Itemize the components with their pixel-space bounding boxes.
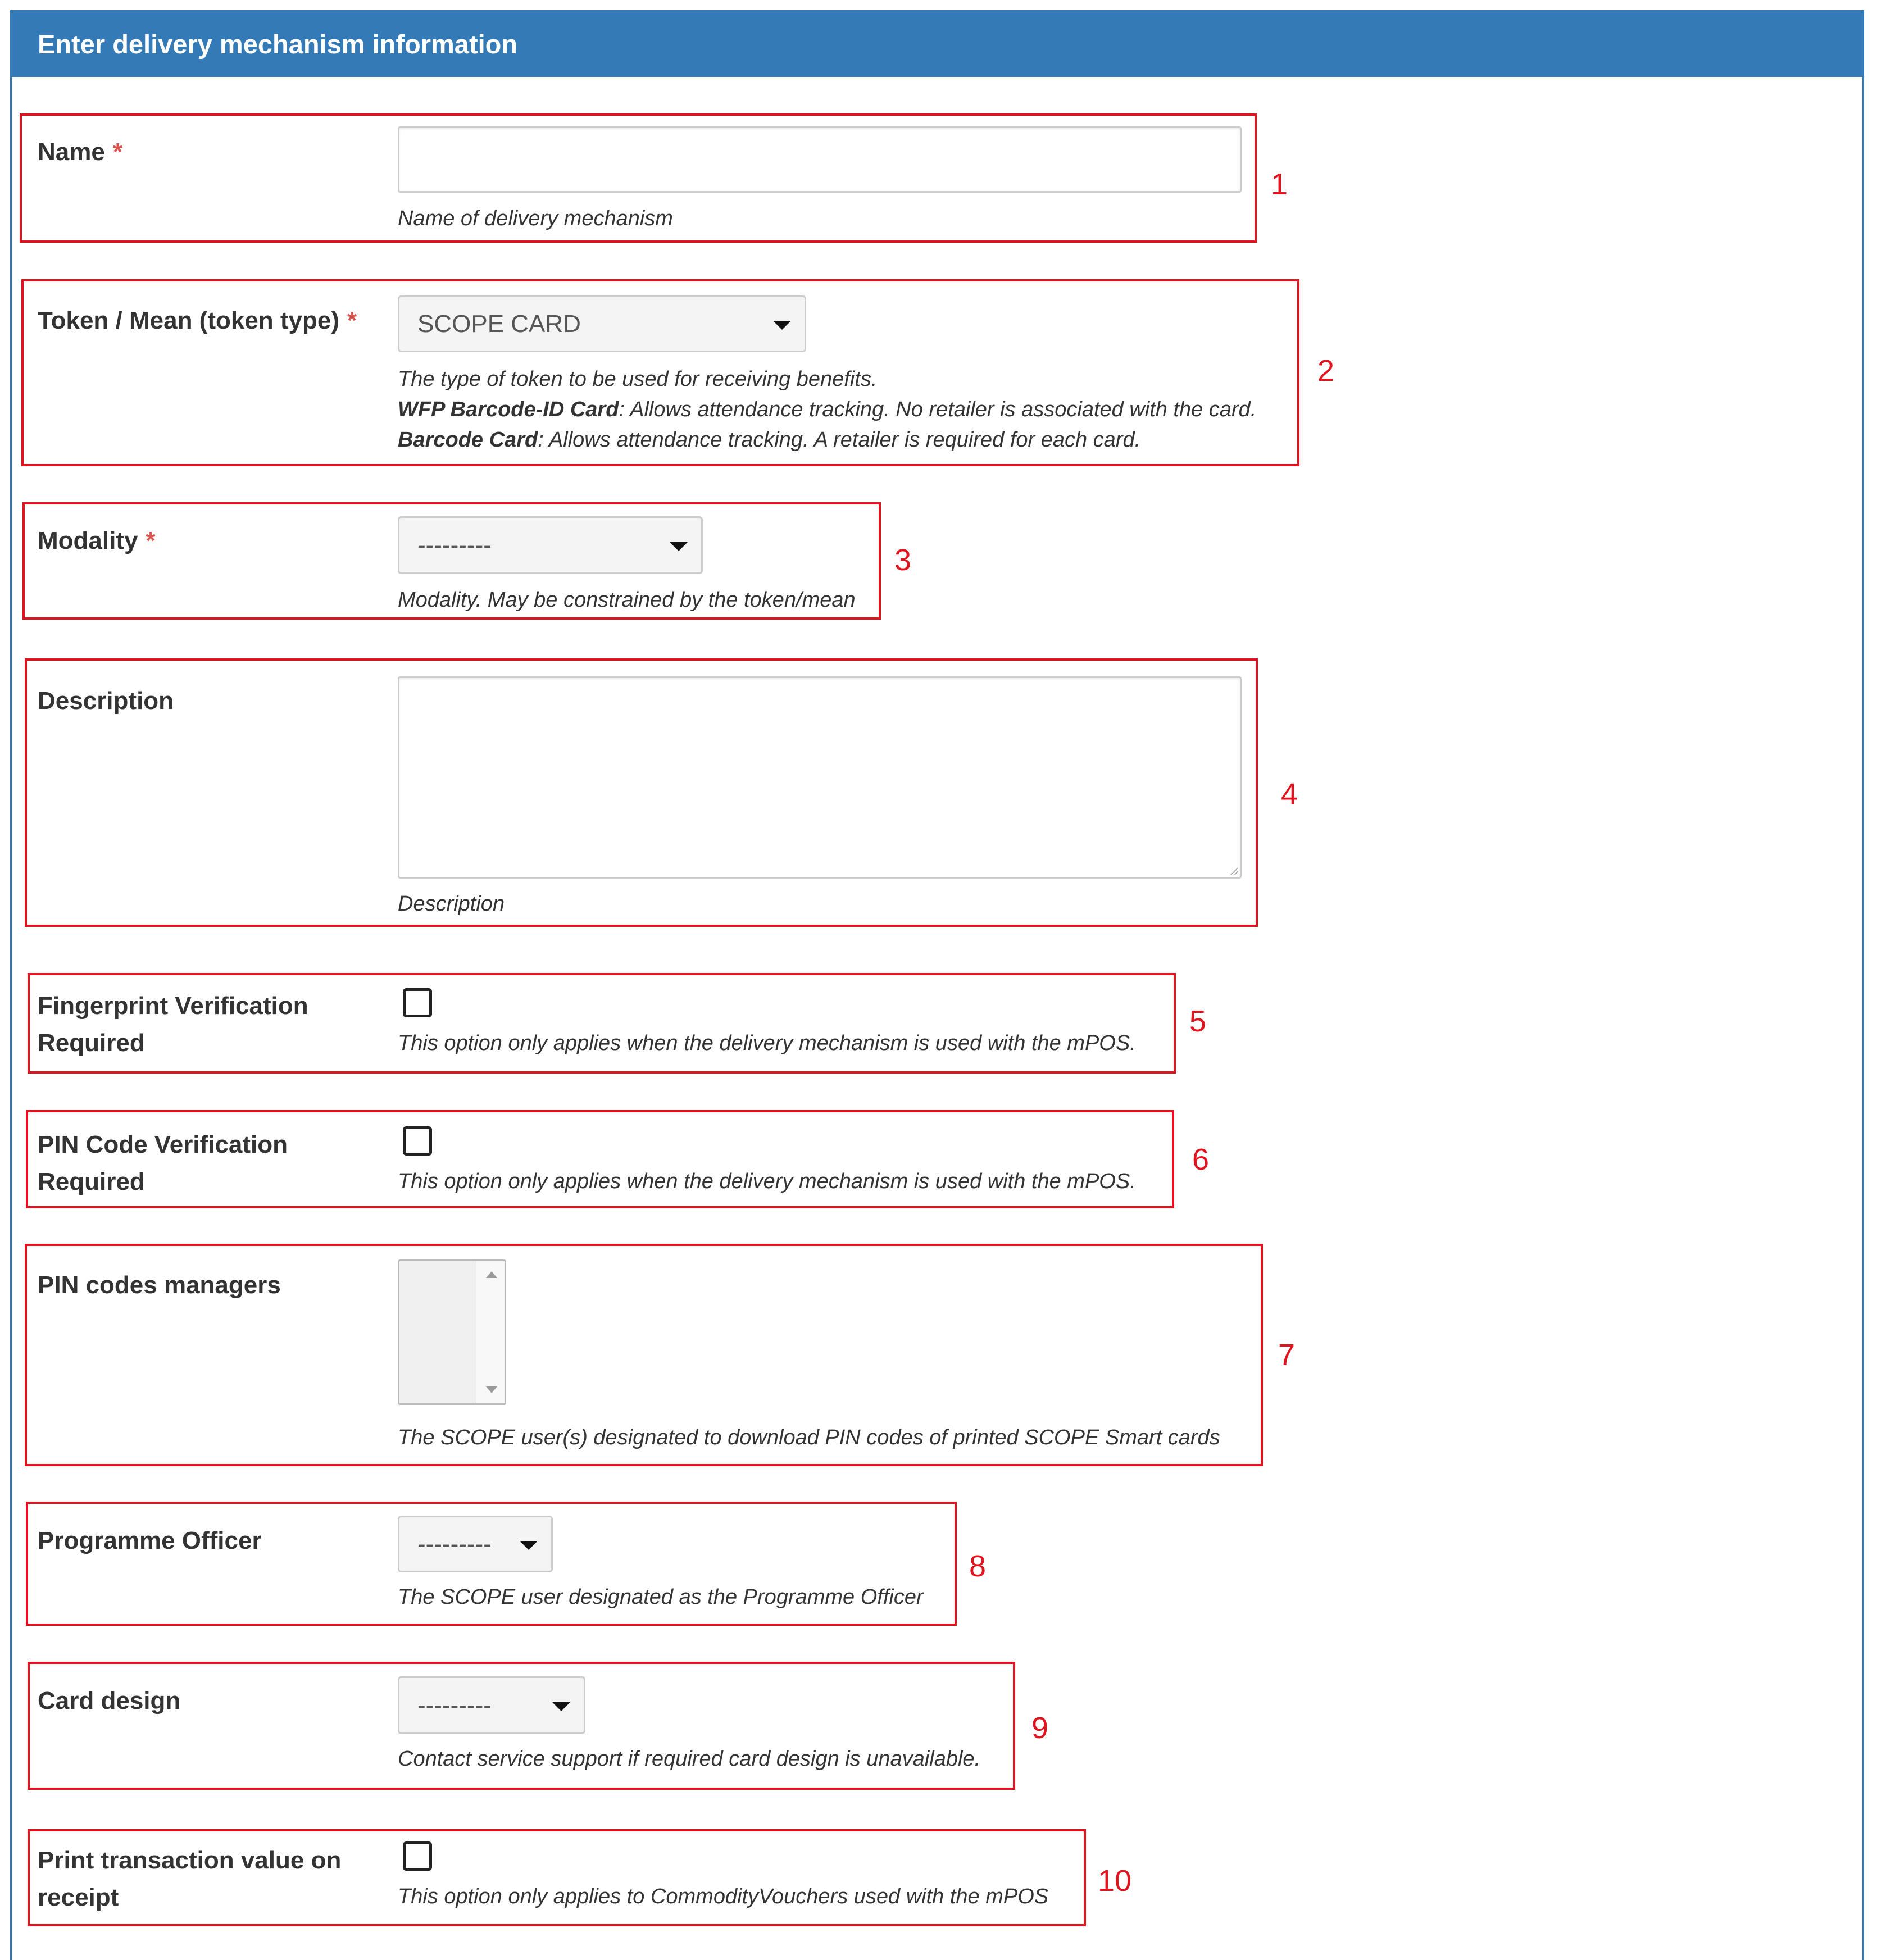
token-help-line1: The type of token to be used for receiving benefits. — [398, 367, 878, 391]
fingerprint-label — [38, 988, 308, 1062]
programme-officer-help: The SCOPE user designated as the Programme Officer — [398, 1585, 924, 1609]
callout-number-5: 5 — [1189, 1004, 1207, 1038]
card-design-selected: --------- — [417, 1691, 492, 1719]
modality-selected: --------- — [417, 531, 492, 559]
caret-down-icon — [520, 1541, 538, 1550]
required-mark: * — [146, 527, 156, 554]
modality-label-text: Modality — [38, 527, 138, 554]
fingerprint-label-line1: Fingerprint Verification — [38, 992, 308, 1020]
callout-number-10: 10 — [1098, 1864, 1132, 1898]
callout-number-9: 9 — [1031, 1711, 1049, 1745]
token-help-line2-bold: WFP Barcode-ID Card — [398, 398, 619, 421]
description-label: Description — [38, 687, 174, 715]
callout-number-7: 7 — [1278, 1338, 1296, 1372]
print-value-help: This option only applies to CommodityVouchers used with the mPOS — [398, 1885, 1049, 1908]
callout-number-8: 8 — [969, 1549, 987, 1583]
print-value-label — [38, 1842, 341, 1916]
scroll-down-arrow-icon[interactable] — [486, 1386, 497, 1393]
token-help-line3-rest: : Allows attendance tracking. A retailer is required for each card. — [538, 428, 1141, 452]
token-help-line2-rest: : Allows attendance tracking. No retailer is associated with the card. — [619, 398, 1257, 421]
name-input[interactable] — [398, 126, 1242, 193]
token-type-selected: SCOPE CARD — [417, 310, 581, 338]
fingerprint-checkbox[interactable] — [403, 988, 432, 1017]
pin-code-label — [38, 1126, 288, 1200]
print-value-checkbox[interactable] — [403, 1841, 432, 1871]
listbox-scrollbar[interactable] — [476, 1261, 505, 1403]
card-design-label: Card design — [38, 1687, 181, 1715]
modality-select[interactable] — [398, 516, 703, 574]
card-design-select[interactable] — [398, 1676, 585, 1734]
callout-number-4: 4 — [1281, 777, 1298, 811]
print-value-label-line1: Print transaction value on — [38, 1847, 342, 1874]
pin-code-label-line1: PIN Code Verification — [38, 1131, 288, 1158]
programme-officer-select[interactable] — [398, 1516, 553, 1572]
caret-down-icon — [773, 321, 791, 330]
name-label — [38, 134, 122, 171]
token-label-text: Token / Mean (token type) — [38, 307, 340, 334]
token-help-line2 — [398, 394, 1256, 425]
required-mark: * — [347, 307, 357, 334]
caret-down-icon — [552, 1702, 570, 1711]
pin-code-help: This option only applies when the delivery mechanism is used with the mPOS. — [398, 1170, 1136, 1193]
callout-number-2: 2 — [1317, 354, 1335, 388]
token-label — [38, 302, 357, 339]
callout-number-1: 1 — [1271, 167, 1288, 201]
card-design-help: Contact service support if required card design is unavailable. — [398, 1747, 981, 1771]
programme-officer-selected: --------- — [417, 1530, 492, 1558]
pin-managers-label: PIN codes managers — [38, 1271, 281, 1299]
print-value-label-line2: receipt — [38, 1884, 119, 1911]
name-help: Name of delivery mechanism — [398, 207, 673, 230]
token-help-line3 — [398, 425, 1140, 455]
fingerprint-label-line2: Required — [38, 1029, 145, 1057]
programme-officer-label: Programme Officer — [38, 1527, 262, 1554]
resize-handle-icon[interactable] — [1230, 867, 1238, 875]
token-help-line3-bold: Barcode Card — [398, 428, 538, 452]
pin-managers-listbox[interactable] — [398, 1259, 506, 1405]
callout-number-3: 3 — [894, 543, 912, 577]
required-mark: * — [112, 138, 122, 166]
pin-code-label-line2: Required — [38, 1168, 145, 1195]
scroll-up-arrow-icon[interactable] — [486, 1271, 497, 1278]
pin-code-checkbox[interactable] — [403, 1126, 432, 1156]
modality-label — [38, 522, 156, 560]
modality-help: Modality. May be constrained by the token/mean — [398, 588, 856, 612]
description-textarea[interactable] — [398, 676, 1242, 879]
token-type-select[interactable] — [398, 295, 806, 352]
caret-down-icon — [670, 542, 688, 551]
pin-managers-help: The SCOPE user(s) designated to download PIN codes of printed SCOPE Smart cards — [398, 1426, 1220, 1449]
name-label-text: Name — [38, 138, 105, 166]
fingerprint-help: This option only applies when the delivery mechanism is used with the mPOS. — [398, 1031, 1136, 1055]
description-help: Description — [398, 892, 505, 916]
callout-number-6: 6 — [1192, 1143, 1210, 1176]
panel-title: Enter delivery mechanism information — [12, 12, 1862, 77]
